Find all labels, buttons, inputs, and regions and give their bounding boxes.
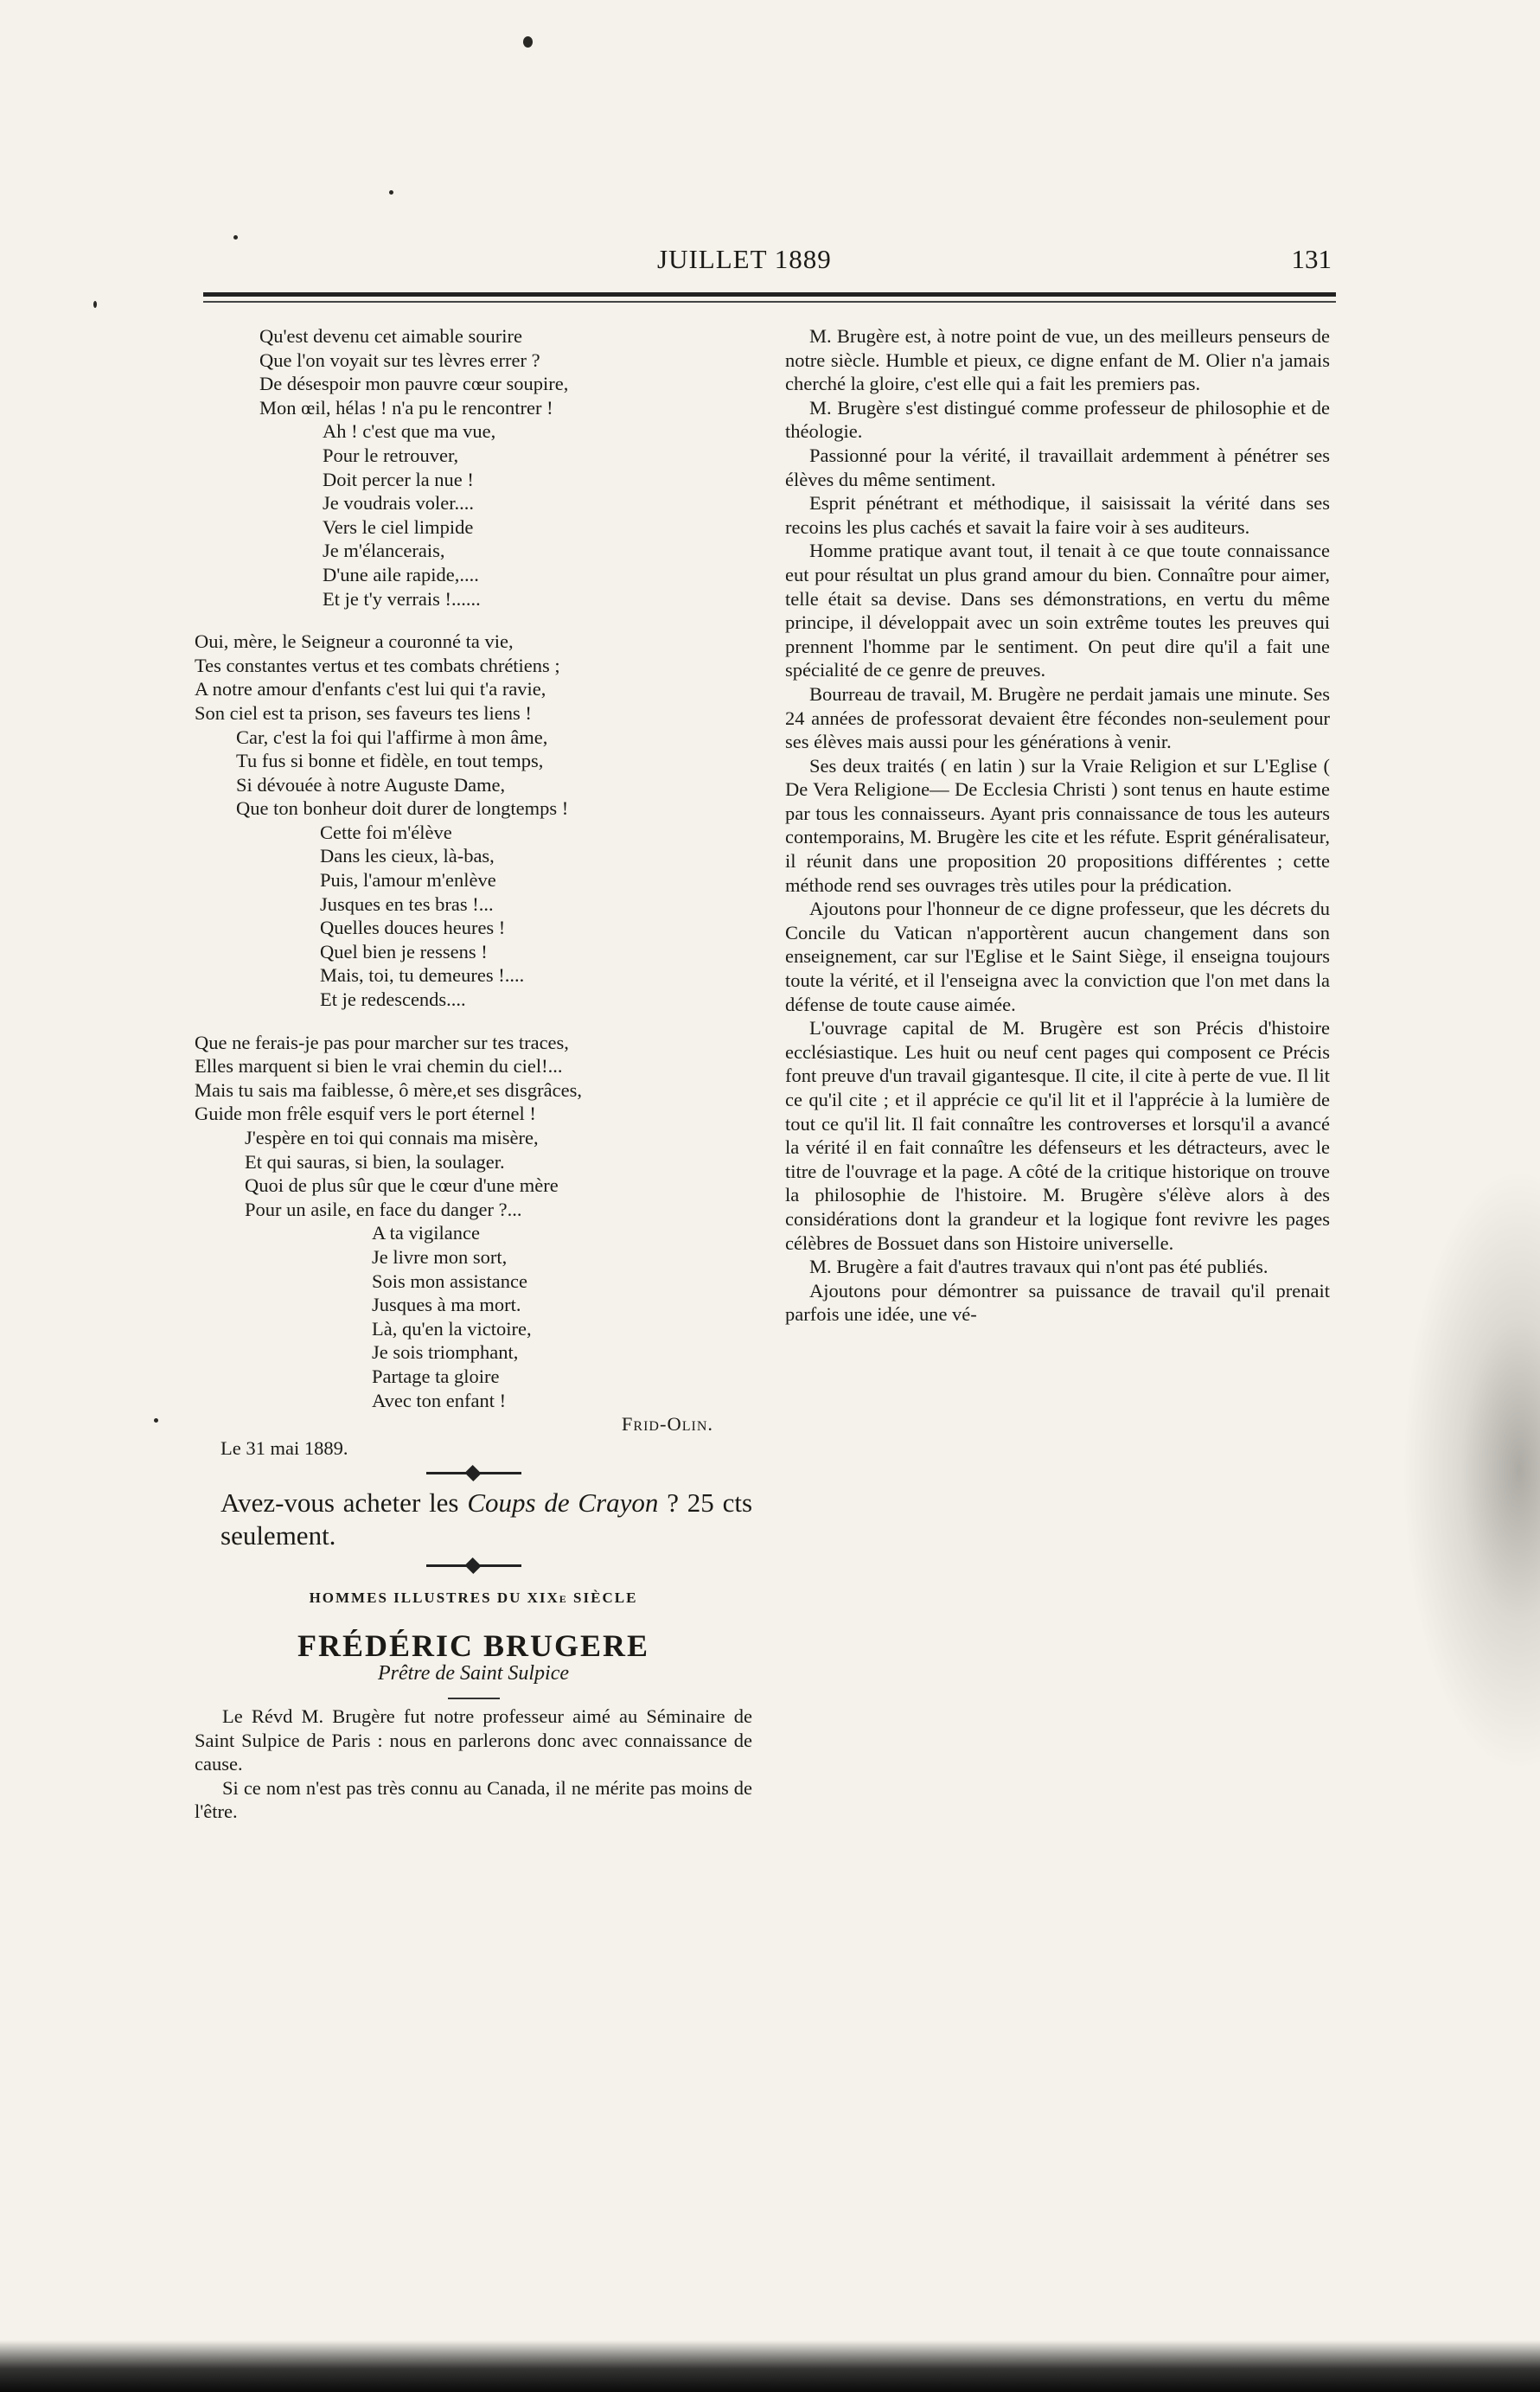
poem-line: Je sois triomphant,: [372, 1341, 519, 1364]
article-subtitle: Prêtre de Saint Sulpice: [377, 1661, 570, 1685]
poem-line: Son ciel est ta prison, ses faveurs tes liens !: [195, 701, 532, 724]
article-title: FRÉDÉRIC BRUGERE: [297, 1628, 650, 1663]
poem-line: Je m'élancerais,: [323, 540, 445, 562]
article-paragraph: M. Brugère est, à notre point de vue, un des meilleurs penseurs de notre siècle. Humble et pieux, ce digne enfant de M. Olier n'a jamais cherché la gloire, c'est elle qui a fait les premiers pas.: [785, 325, 1330, 395]
ink-speck: [154, 1418, 158, 1423]
scan-bottom-edge: [0, 2340, 1540, 2392]
poem-line: A notre amour d'enfants c'est lui qui t'a ravie,: [195, 678, 546, 700]
advertisement: [195, 1487, 752, 1552]
poem-line: Vers le ciel limpide: [323, 515, 474, 538]
poem-line: Car, c'est la foi qui l'affirme à mon âme,: [236, 726, 548, 748]
poem-line: Tu fus si bonne et fidèle, en tout temps,: [236, 750, 544, 772]
ad-title: Coups de Crayon: [467, 1487, 659, 1519]
poem-line: Je livre mon sort,: [372, 1245, 508, 1268]
scan-edge-noise: [1402, 1167, 1540, 1773]
poem-line: Quelles douces heures !: [320, 917, 506, 939]
article-paragraph: Esprit pénétrant et méthodique, il saisissait la vérité dans ses recoins les plus cachés et savait la faire voir à ses auditeurs.: [785, 492, 1330, 538]
poem-line: Je voudrais voler....: [323, 492, 474, 515]
poem-line: Oui, mère, le Seigneur a couronné ta vie,: [195, 630, 514, 653]
poem-line: Ah ! c'est que ma vue,: [323, 420, 496, 443]
poem-line: Avec ton enfant !: [372, 1389, 507, 1411]
article-paragraph: L'ouvrage capital de M. Brugère est son Précis d'histoire ecclésiastique. Les huit ou neuf cent pages qui composent ce Précis font preuve d'un travail gigantesque. Il cite, il cite à perte de vue. Il lit ce qu'il cite ; et il apprécie ce qu'il lit et il l'apprécie à la lumière de tout ce qu'il lit. Il fait connaître les controverses et lorsqu'il a avancé la vérité il en fait connaître les défenseurs et les détracteurs, avec le titre de l'ouvrage et la page. A côté de la critique historique on trouve la philosophie de l'histoire. M. Brugère s'élève alors à des considérations dont la grandeur et la logique font revivre les pages célèbres de Bossuet dans son Histoire universelle.: [785, 1017, 1330, 1254]
page-number: 131: [1291, 244, 1332, 274]
ad-text: Avez-vous acheter les: [220, 1487, 468, 1519]
header-rule: [203, 292, 1336, 297]
article-paragraph: M. Brugère s'est distingué comme professeur de philosophie et de théologie.: [785, 396, 1330, 443]
poem-line: Et qui sauras, si bien, la soulager.: [245, 1150, 505, 1173]
poem-line: De désespoir mon pauvre cœur soupire,: [259, 373, 569, 395]
poem-line: Doit percer la nue !: [323, 468, 474, 490]
poem-line: D'une aile rapide,....: [323, 563, 479, 585]
article-paragraph: Passionné pour la vérité, il travaillait ardemment à pénétrer ses élèves du même sentiment.: [785, 444, 1330, 490]
poem-line: Quoi de plus sûr que le cœur d'une mère: [245, 1174, 559, 1197]
poem-stanza-3: [195, 1031, 752, 1413]
section-heading: HOMMES ILLUSTRES DU XIXe SIÈCLE: [309, 1589, 638, 1607]
poem-stanza-1: [195, 324, 752, 611]
poem-line: Si dévouée à notre Auguste Dame,: [236, 773, 506, 796]
poem-line: Partage ta gloire: [372, 1365, 500, 1387]
poem-line: Pour un asile, en face du danger ?...: [245, 1198, 522, 1220]
poem-line: Tes constantes vertus et tes combats chrétiens ;: [195, 654, 560, 676]
poem-line: Mais tu sais ma faiblesse, ô mère,et ses disgrâces,: [195, 1078, 583, 1101]
header-title: JUILLET 1889: [657, 244, 832, 274]
article-paragraph: Le Révd M. Brugère fut notre professeur aimé au Séminaire de Saint Sulpice de Paris : nous en parlerons donc avec connaissance de cause.: [195, 1705, 752, 1775]
poem-stanza-2: [195, 630, 752, 1012]
article-paragraph: Si ce nom n'est pas très connu au Canada, il ne mérite pas moins de l'être.: [195, 1776, 752, 1823]
ink-speck: [389, 190, 393, 195]
poem-line: Qu'est devenu cet aimable sourire: [259, 325, 522, 347]
poem-line: Jusques à ma mort.: [372, 1294, 521, 1316]
running-header: [190, 244, 1332, 278]
article-paragraph: Homme pratique avant tout, il tenait à ce que toute connaissance eut pour résultat un plus grand amour du bien. Connaître pour aimer, telle était sa devise. Dans ses démonstrations, en vertu du même principe, il développait avec un soin extrême toutes les preuves qui prennent l'homme par le sentiment. On peut dire qu'il a fait une spécialité de ce genre de preuves.: [785, 540, 1330, 681]
left-column: [195, 324, 752, 1824]
ink-speck: [93, 301, 97, 308]
poem-line: Jusques en tes bras !...: [320, 892, 494, 915]
poem-line: Là, qu'en la victoire,: [372, 1317, 532, 1340]
poem-line: Sois mon assistance: [372, 1270, 527, 1292]
article-paragraph: Ajoutons pour l'honneur de ce digne professeur, que les décrets du Concile du Vatican n'apportèrent aucun changement dans son enseignement, car sur l'Eglise et le Saint Siège, il enseigna toujours toute la vérité, et il l'enseigna avec la conviction que l'on met dans la défense de toute cause aimée.: [785, 898, 1330, 1015]
poem-line: Cette foi m'élève: [320, 821, 452, 843]
article-paragraph: Bourreau de travail, M. Brugère ne perdait jamais une minute. Ses 24 années de professorat devaient être fécondes non-seulement pour ses élèves mais aussi pour les générations à venir.: [785, 682, 1330, 753]
header-rule-thin: [203, 301, 1336, 303]
poem-line: Mon œil, hélas ! n'a pu le rencontrer !: [259, 396, 553, 419]
poem-line: Pour le retrouver,: [323, 444, 459, 466]
poem-line: Que ne ferais-je pas pour marcher sur tes traces,: [195, 1031, 569, 1053]
poem-line: Elles marquent si bien le vrai chemin du ciel!...: [195, 1055, 563, 1078]
poem-line: A ta vigilance: [372, 1222, 480, 1244]
article-paragraph: Ajoutons pour démontrer sa puissance de travail qu'il prenait parfois une idée, une vé-: [785, 1279, 1330, 1326]
poem-line: Dans les cieux, là-bas,: [320, 845, 495, 867]
ink-speck: [233, 235, 238, 240]
poem-line: Puis, l'amour m'enlève: [320, 869, 496, 892]
short-rule: [448, 1698, 500, 1699]
poem-line: Quel bien je ressens !: [320, 940, 488, 963]
right-column: [785, 324, 1330, 1327]
ornament-divider: [426, 1564, 521, 1567]
poem-line: Et je redescends....: [320, 988, 466, 1011]
poem-line: Et je t'y verrais !......: [323, 587, 481, 610]
ornament-divider: [426, 1472, 521, 1474]
article-paragraph: M. Brugère a fait d'autres travaux qui n'ont pas été publiés.: [809, 1256, 1268, 1278]
poem-line: Que l'on voyait sur tes lèvres errer ?: [259, 349, 540, 371]
ad-text: ? 25 cts seulement.: [220, 1487, 753, 1551]
ink-speck: [523, 36, 533, 48]
poem-line: Guide mon frêle esquif vers le port éternel !: [195, 1103, 536, 1125]
poem-line: J'espère en toi qui connais ma misère,: [245, 1127, 539, 1148]
poem-line: Que ton bonheur doit durer de longtemps !: [236, 797, 569, 820]
poem-signature: Frid-Olin.: [621, 1413, 713, 1436]
poem-line: Mais, toi, tu demeures !....: [320, 964, 525, 987]
article-paragraph: Ses deux traités ( en latin ) sur la Vraie Religion et sur L'Eglise ( De Vera Religione— De Ecclesia Christi ) sont tenus en haute estime par tous les connaisseurs. Ayant pris connaissance de tous les auteurs contemporains, M. Brugère les cite et les réfute. Esprit généralisateur, il réunit dans une proposition 20 propositions différentes ; cette méthode rend ses ouvrages très utiles pour la prédication.: [785, 754, 1330, 896]
poem-date: Le 31 mai 1889.: [220, 1436, 348, 1459]
